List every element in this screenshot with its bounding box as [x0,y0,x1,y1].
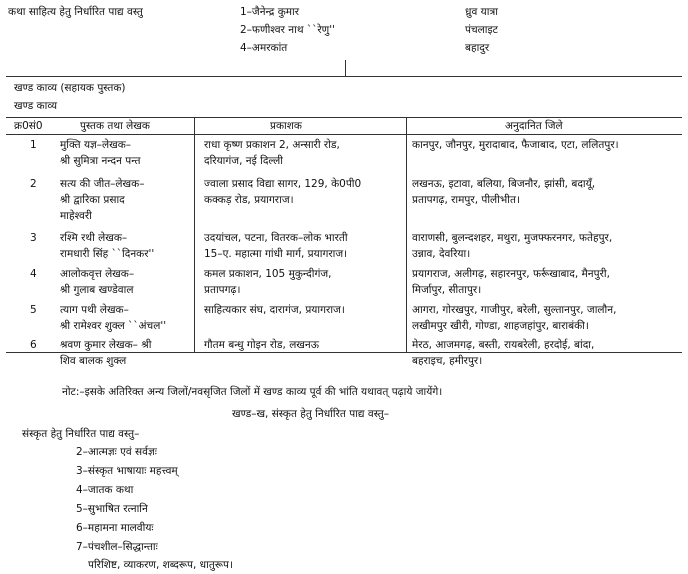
list-item: 5–सुभाषित रत्नानि [76,503,148,515]
row-number: 2 [30,178,37,190]
districts-line: लखीमपुर खीरी, गोण्डा, शाहजहांपुर, बाराबंकी। [412,320,589,332]
book-line: श्री रामेश्वर शुक्ल ``अंचल'' [60,320,167,332]
header-districts: अनुदानित जिले [505,120,563,132]
list-item: 2–आत्मज्ञः एवं सर्वज्ञः [76,446,157,458]
book-line: रामधारी सिंह ``दिनकर'' [60,248,155,260]
author-3: 4–अमरकांत [240,42,288,54]
book-line: शिव बालक शुक्ल [60,355,127,367]
publisher-line: उदयांचल, पटना, वितरक–लोक भारती [204,232,348,244]
book-line: श्री द्वारिका प्रसाद [60,194,125,206]
row-number: 1 [30,139,37,151]
row-publisher [204,230,348,262]
row-number: 6 [30,339,37,351]
row-number: 3 [30,232,37,244]
districts-line: मिर्जापुर, सीतापुर। [412,284,482,296]
header-serial: क्र0सं0 [14,120,43,132]
divider-top [6,76,682,77]
publisher-line: राधा कृष्ण प्रकाशन 2, अन्सारी रोड, [204,139,340,151]
table-header-border [6,134,682,135]
col-divider-2 [406,117,407,352]
book-line: त्याग पथी लेखक– [60,304,129,316]
publisher-line: प्रतापगढ़। [204,284,241,296]
row-book [60,337,151,369]
districts-line: प्रतापगढ़, रामपुर, पीलीभीत। [412,194,520,206]
row-book [60,176,144,224]
districts-line: प्रयागराज, अलीगढ़, सहारनपुर, फर्रूखाबाद, मैनपुरी, [412,268,610,280]
publisher-line: कमल प्रकाशन, 105 मुकुन्दीगंज, [204,268,332,280]
districts-line: लखनऊ, इटावा, बलिया, बिजनौर, झांसी, बदायूँ, [412,178,596,190]
publisher-line: गौतम बन्धु गोइन रोड, लखनऊ [204,339,319,351]
book-line: श्री गुलाब खण्डेवाल [60,284,134,296]
divider-vertical [345,60,346,76]
row-districts [412,137,619,153]
publisher-line: ज्वाला प्रसाद विद्या सागर, 129, के0पी0 [204,178,362,190]
book-line: आलोकवृत्त लेखक– [60,268,135,280]
row-districts [412,176,595,208]
header-book-author: पुस्तक तथा लेखक [80,120,150,132]
row-book [60,137,140,169]
districts-line: आगरा, गोरखपुर, गाजीपुर, बरेली, सुल्तानपुर, जालौन, [412,304,617,316]
author-1: 1–जैनेन्द्र कुमार [240,6,300,18]
publisher-line: 15–ए. महात्मा गांधी मार्ग, प्रयागराज। [204,248,348,260]
col-divider-1 [194,117,195,352]
book-line: माहेश्वरी [60,210,92,222]
sanskrit-list-heading: संस्कृत हेतु निर्धारित पाद्य वस्तु– [22,428,140,440]
list-item: 3–संस्कृत भाषायाः महत्त्वम् [76,465,178,477]
note-text: नोट:–इसके अतिरिक्त अन्य जिलों/नवसृजित जिलों में खण्ड काव्य पूर्व की भांति यथावत् पढ़ाये जायेंगे। [62,386,443,398]
row-publisher [204,176,361,208]
work-2: पंचलाइट [465,24,498,36]
work-3: बहादुर [465,42,490,54]
table-top-border [6,117,682,118]
book-line: सत्य की जीत–लेखक– [60,178,145,190]
prose-section-title: कथा साहित्य हेतु निर्धारित पाद्य वस्तु [8,6,143,18]
districts-line: उन्नाव, देवरिया। [412,248,471,260]
row-publisher [204,337,319,353]
districts-line: कानपुर, जौनपुर, मुरादाबाद, फैजाबाद, एटा, ललितपुर। [412,139,619,151]
row-number: 4 [30,268,37,280]
list-item: 4–जातक कथा [76,484,134,496]
districts-line: वाराणसी, बुलन्दशहर, मथुरा, मुजफ्फरनगर, फतेहपुर, [412,232,613,244]
author-2: 2–फणीश्वर नाथ ``रेणु'' [240,24,336,36]
book-line: श्री सुमित्रा नन्दन पन्त [60,155,141,167]
book-line: श्रवण कुमार लेखक– श्री [60,339,152,351]
work-1: ध्रुव यात्रा [465,6,498,18]
districts-line: मेरठ, आजमगढ़, बस्ती, रायबरेली, हरदोई, बांदा, [412,339,595,351]
sanskrit-section-heading: खण्ड–ख, संस्कृत हेतु निर्धारित पाद्य वस्तु– [232,408,390,420]
publisher-line: साहित्यकार संघ, दारागंज, प्रयागराज। [204,304,345,316]
khand-kavya-subheading: खण्ड काव्य [14,100,57,112]
khand-kavya-heading: खण्ड काव्य (सहायक पुस्तक) [14,82,126,94]
row-districts [412,337,594,369]
districts-line: बहराइच, हमीरपुर। [412,355,483,367]
book-line: रश्मि रथी लेखक– [60,232,128,244]
row-book [60,230,154,262]
publisher-line: दरियागंज, नई दिल्ली [204,155,283,167]
row-book [60,302,166,334]
row-number: 5 [30,304,37,316]
row-publisher [204,266,332,298]
row-districts [412,266,610,298]
list-item: 7–पंचशील–सिद्धान्ताः [76,541,158,553]
row-districts [412,302,616,334]
row-publisher [204,137,340,169]
book-line: मुक्ति यज्ञ–लेखक– [60,139,132,151]
row-book [60,266,134,298]
row-publisher [204,302,345,318]
row-districts [412,230,612,262]
publisher-line: कक्कड़ रोड, प्रयागराज। [204,194,294,206]
list-item: 6–महामना मालवीयः [76,522,154,534]
header-publisher: प्रकाशक [270,120,302,132]
list-item: परिशिष्ट, व्याकरण, शब्दरूप, धातुरूप। [88,559,233,571]
